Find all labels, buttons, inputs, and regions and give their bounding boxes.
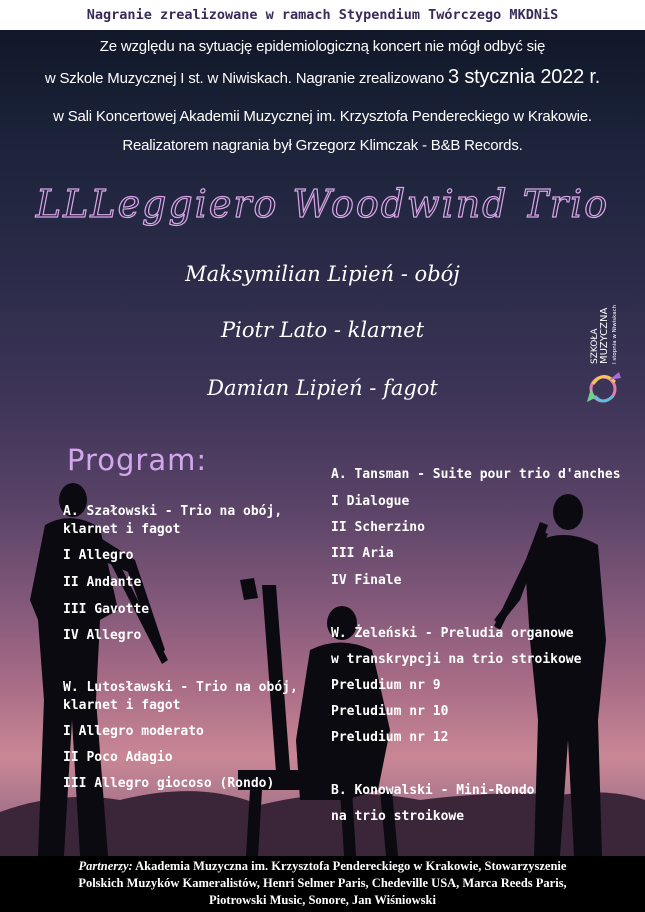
program-left-item: IV Allegro xyxy=(63,628,142,643)
program-right-item: Preludium nr 9 xyxy=(331,678,441,693)
program-left-item: klarnet i fagot xyxy=(63,698,181,713)
program-left-item: A. Szałowski - Trio na obój, xyxy=(63,504,283,519)
recording-date: 3 stycznia 2022 r. xyxy=(448,66,601,88)
partners-text-1: Akademia Muzyczna im. Krzysztofa Pendereckiego w Krakowie, Stowarzyszenie xyxy=(132,859,567,873)
program-left-item: I Allegro xyxy=(63,548,134,563)
member-clarinet: Piotr Lato - klarnet xyxy=(220,318,425,342)
program-right-item: Preludium nr 12 xyxy=(331,730,449,745)
logo-line-2: MUZYCZNA xyxy=(599,307,610,364)
program-right-item: Preludium nr 10 xyxy=(331,704,449,719)
member-oboe: Maksymilian Lipień - obój xyxy=(185,262,460,286)
program-left-item: I Allegro moderato xyxy=(63,724,204,739)
partners-line-2: Polskich Muzyków Kameralistów, Henri Selmer Paris, Chedeville USA, Marca Reeds Paris, xyxy=(78,876,567,890)
program-right-item: III Aria xyxy=(331,546,394,561)
program-right-item: w transkrypcji na trio stroikowe xyxy=(331,652,582,667)
program-right-item: IV Finale xyxy=(331,573,402,588)
ensemble-title: LLLeggiero Woodwind Trio xyxy=(35,182,610,226)
program-left-item: III Allegro giocoso (Rondo) xyxy=(63,776,275,791)
program-right-item: I Dialogue xyxy=(331,494,410,509)
partners-label: Partnerzy: xyxy=(78,859,133,873)
logo-line-1: SZKOŁA xyxy=(590,328,600,364)
info-line-2-text: w Szkole Muzycznej I st. w Niwiskach. Nagranie zrealizowano xyxy=(44,70,449,87)
partners-line-1 xyxy=(0,856,645,875)
program-left-item: klarnet i fagot xyxy=(63,522,181,537)
logo-line-3: I stopnia w Niwiskach xyxy=(612,304,618,364)
info-line-3: w Sali Koncertowej Akademii Muzycznej im. Krzysztofa Pendereckiego w Krakowie. xyxy=(53,108,592,125)
partners-line-3: Piotrowski Music, Sonore, Jan Wiśniowski xyxy=(209,893,436,907)
program-heading: Program: xyxy=(67,443,208,477)
program-left-item: III Gavotte xyxy=(63,602,150,617)
program-right-item: B. Konowalski - Mini-Rondo xyxy=(331,783,535,798)
info-line-4: Realizatorem nagrania był Grzegorz Klimczak - B&B Records. xyxy=(122,137,523,154)
banner-text: Nagranie zrealizowane w ramach Stypendium Twórczego MKDNiS xyxy=(86,7,559,23)
program-left-item: W. Lutosławski - Trio na obój, xyxy=(63,680,298,695)
program-right-item: A. Tansman - Suite pour trio d'anches xyxy=(331,467,621,482)
partners-footer xyxy=(0,856,645,912)
program-right-item: II Scherzino xyxy=(331,520,425,535)
member-bassoon: Damian Lipień - fagot xyxy=(207,376,438,400)
program-right-item: W. Żeleński - Preludia organowe xyxy=(331,626,574,641)
info-line-1: Ze względu na sytuację epidemiologiczną koncert nie mógł odbyć się xyxy=(99,38,546,55)
program-left-item: II Poco Adagio xyxy=(63,750,173,765)
program-left-item: II Andante xyxy=(63,575,142,590)
program-right-item: na trio stroikowe xyxy=(331,809,465,824)
